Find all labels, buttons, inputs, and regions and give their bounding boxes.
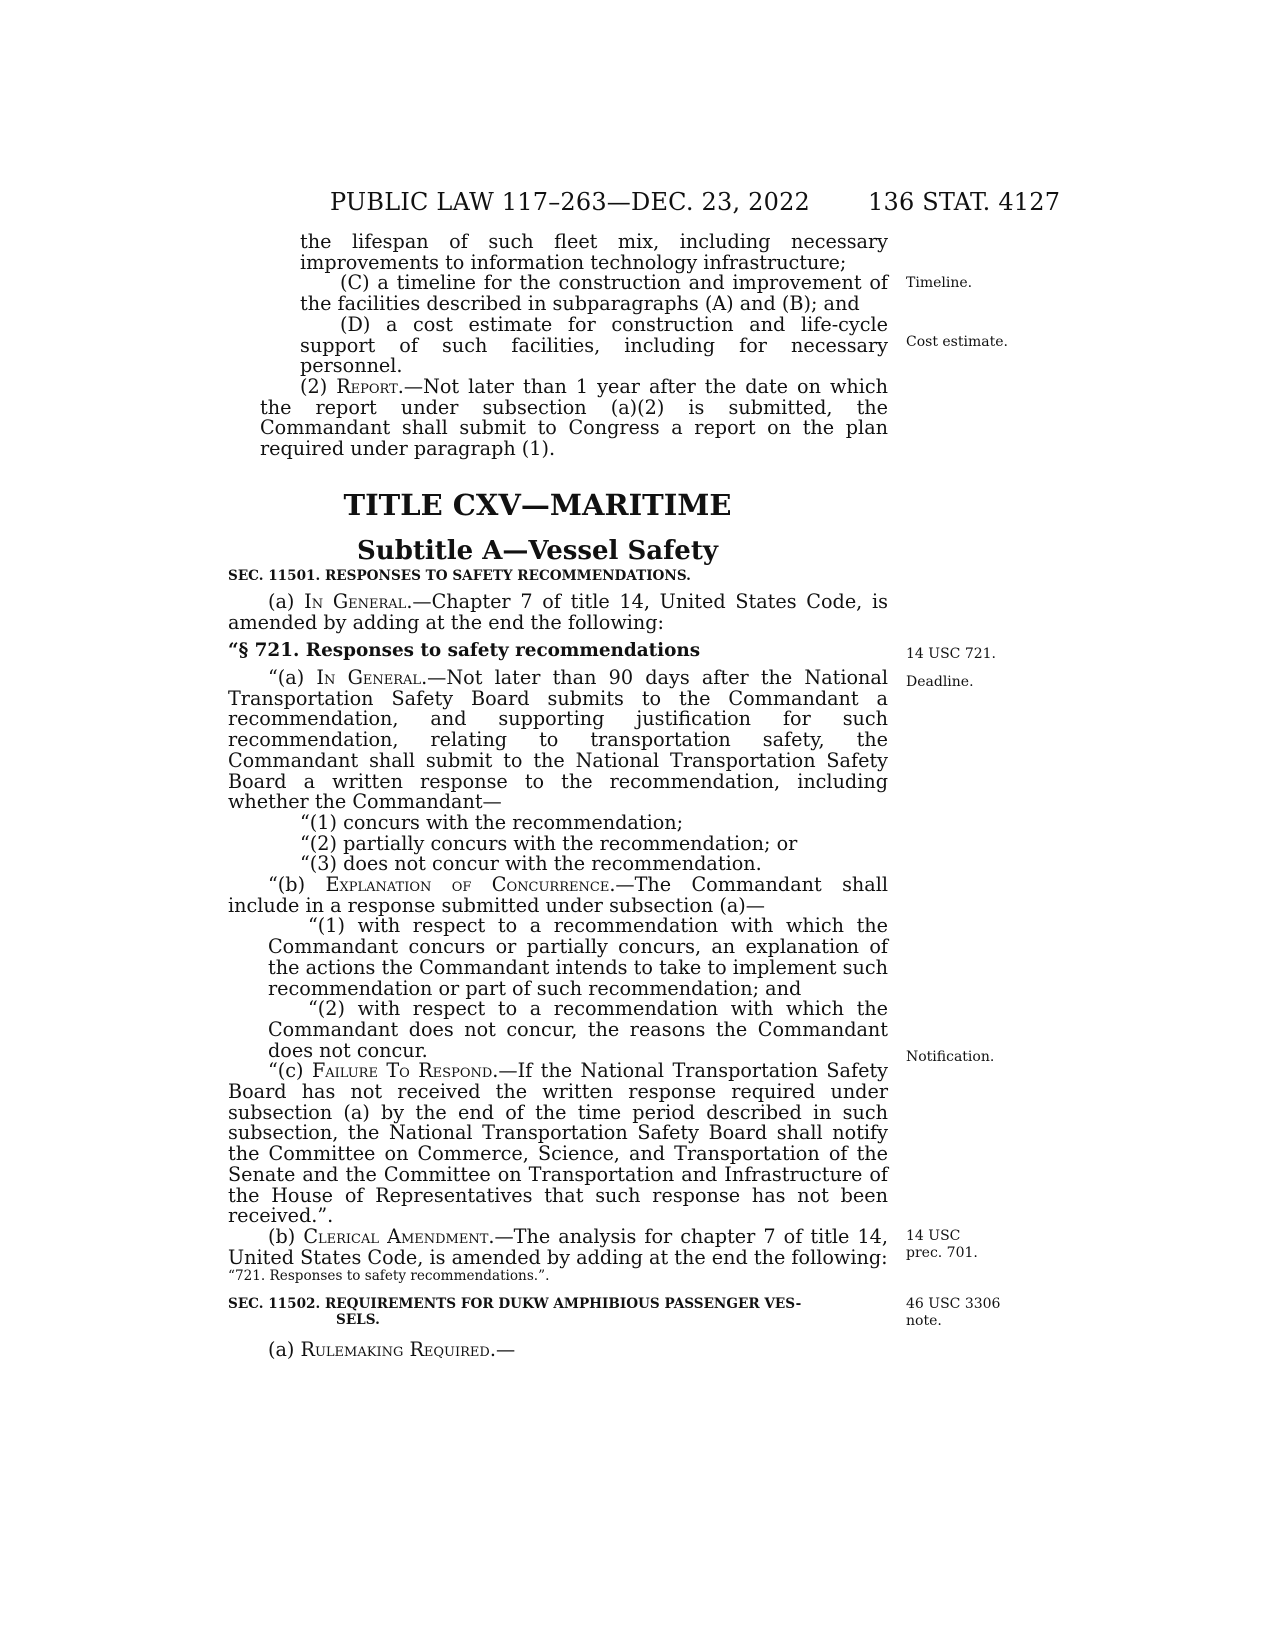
margin-note-14-usc-prec-701: 14 USC prec. 701. <box>906 1228 978 1261</box>
subsection-721b: “(b) Explanation of Concurrence.—The Commandant shall include in a response submitted under subsection (a)— <box>228 873 888 917</box>
subtitle-heading: Subtitle A—Vessel Safety <box>357 536 718 566</box>
section-11501-a: (a) In General.—Chapter 7 of title 14, United States Code, is amended by adding at the end the following: <box>228 590 888 634</box>
paragraph-d-cost-estimate: (D) a cost estimate for construction and life-cycle support of such facilities, including for necessary personnel. <box>300 312 888 378</box>
paragraph-2-report: (2) Report.—Not later than 1 year after the date on which the report under subsection (a)(2) is submitted, the Commandant shall submit to Congress a report on the plan required under paragraph (1). <box>260 374 888 461</box>
subsection-b-clerical-amendment: (b) Clerical Amendment.—The analysis for chapter 7 of title 14, United States Code, is amended by adding at the end the following: <box>228 1224 888 1269</box>
subsection-721a: “(a) In General.—Not later than 90 days after the National Transportation Safety Board submits to the Commandant a recommendation, and supporting justification for such recommendation, relating to transportation safety, the Commandant shall submit to the National Transportation Safety Board a written response to the recommendation, including whether the Commandant— <box>228 666 888 814</box>
public-law-citation: PUBLIC LAW 117–263—DEC. 23, 2022 <box>330 188 811 216</box>
margin-note-deadline: Deadline. <box>906 674 974 690</box>
margin-note-46-usc-3306: 46 USC 3306 note. <box>906 1296 1001 1329</box>
item-721a-3: “(3) does not concur with the recommendation. <box>300 852 762 876</box>
paragraph-fleet-mix: the lifespan of such fleet mix, including necessary improvements to information technology infrastructure; <box>300 230 888 274</box>
subsection-721c: “(c) Failure To Respond.—If the National Transportation Safety Board has not received the written response required under subsection (a) by the end of the time period described in such subsection, the National Transportation Safety Board shall notify the Committee on Commerce, Science, and Transportation of the Senate and the Committee on Transportation and Infrastructure of the House of Representatives that such response has not been received.”. <box>228 1059 888 1228</box>
section-11502-a: (a) Rulemaking Required.— <box>268 1338 516 1361</box>
margin-note-timeline: Timeline. <box>906 275 973 291</box>
paragraph-c-timeline: (C) a timeline for the construction and improvement of the facilities described in subparagraphs (A) and (B); and <box>300 271 888 316</box>
item-721b-1: “(1) with respect to a recommendation with which the Commandant concurs or partially concurs, an explanation of the actions the Commandant intends to take to implement such recommendation or part of such recommendation; and <box>268 914 888 1000</box>
margin-note-notification: Notification. <box>906 1049 995 1065</box>
margin-note-14-usc-721: 14 USC 721. <box>906 646 996 662</box>
item-721a-2: “(2) partially concurs with the recommendation; or <box>300 831 798 855</box>
margin-note-cost-estimate: Cost estimate. <box>906 334 1008 350</box>
item-721a-1: “(1) concurs with the recommendation; <box>300 810 684 834</box>
statute-page-number: 136 STAT. 4127 <box>868 188 1061 216</box>
title-heading: TITLE CXV—MARITIME <box>343 488 732 522</box>
continuation-block <box>228 232 888 460</box>
analysis-table-entry: “721. Responses to safety recommendations.”. <box>228 1268 550 1284</box>
section-11501-heading: SEC. 11501. RESPONSES TO SAFETY RECOMMENDATIONS. <box>228 568 691 584</box>
item-721b-2: “(2) with respect to a recommendation with which the Commandant does not concur, the reasons the Commandant does not concur. <box>268 997 888 1062</box>
section-721-body <box>228 668 888 1268</box>
section-721-heading: “§ 721. Responses to safety recommendations <box>228 640 701 661</box>
section-11502-heading: SEC. 11502. REQUIREMENTS FOR DUKW AMPHIBIOUS PASSENGER VES- SELS. <box>228 1296 802 1328</box>
